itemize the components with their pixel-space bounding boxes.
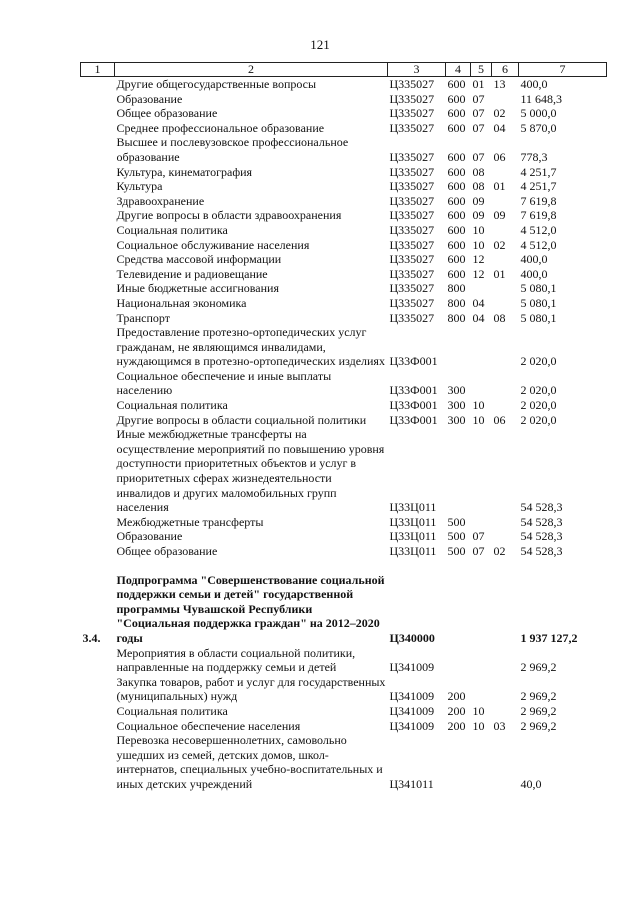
row-section: 500 xyxy=(447,544,466,558)
row-number xyxy=(81,544,115,559)
row-name: Социальное обеспечение населения xyxy=(116,718,301,733)
column-header: 3 xyxy=(388,63,446,77)
row-section: 600 xyxy=(447,149,466,164)
table-row xyxy=(81,194,607,209)
row-amount: 400,0 xyxy=(520,252,548,267)
row-subsection xyxy=(471,646,492,675)
row-name: Социальная политика xyxy=(116,222,228,237)
row-number xyxy=(81,281,115,296)
row-section: 300 xyxy=(447,383,466,398)
row-amount: 2 969,2 xyxy=(520,718,557,733)
row-name: Социальная политика xyxy=(116,703,228,718)
table-row xyxy=(81,121,607,136)
row-section xyxy=(446,325,471,369)
row-code: Ц33Ц011 xyxy=(389,529,437,544)
row-subsection: 10 xyxy=(472,412,485,427)
table-row xyxy=(81,106,607,121)
row-section: 200 xyxy=(447,703,466,718)
row-number xyxy=(81,77,115,92)
row-name: Здравоохранение xyxy=(116,193,205,208)
row-number xyxy=(81,208,115,223)
row-number xyxy=(81,529,115,544)
row-number: 3.4. xyxy=(82,630,101,645)
row-expense-type: 09 xyxy=(493,208,506,223)
row-amount: 4 512,0 xyxy=(520,237,557,252)
column-header: 2 xyxy=(115,63,388,77)
row-number xyxy=(81,135,115,164)
row-subsection: 09 xyxy=(472,193,485,208)
row-amount: 54 528,3 xyxy=(520,544,563,558)
row-number xyxy=(81,165,115,180)
row-name: Подпрограмма "Совершенствование социальной поддержки семьи и детей" государственной программы Чувашской Республики "Социальная поддержка граждан" на 2012–2020 годы xyxy=(116,572,385,645)
row-amount: 4 251,7 xyxy=(520,164,557,179)
row-subsection: 10 xyxy=(472,703,485,718)
row-number xyxy=(81,646,115,675)
row-subsection: 12 xyxy=(472,266,485,281)
row-subsection xyxy=(471,325,492,369)
row-section: 600 xyxy=(447,193,466,208)
table-row xyxy=(81,719,607,734)
row-expense-type xyxy=(492,704,519,719)
row-subsection: 08 xyxy=(472,164,485,179)
table-row xyxy=(81,238,607,253)
row-number xyxy=(81,238,115,253)
row-section: 600 xyxy=(447,237,466,252)
row-number xyxy=(81,92,115,107)
row-code: Ц335027 xyxy=(389,120,435,135)
row-expense-type xyxy=(492,675,519,704)
table-row xyxy=(81,529,607,544)
row-amount: 2 020,0 xyxy=(520,412,557,427)
row-expense-type xyxy=(492,369,519,398)
column-header: 7 xyxy=(519,63,607,77)
row-code: Ц341009 xyxy=(389,660,435,675)
table-row xyxy=(81,413,607,428)
row-amount: 2 969,2 xyxy=(520,660,557,675)
row-code: Ц335027 xyxy=(389,164,435,179)
page-number: 121 xyxy=(310,37,330,52)
row-section: 600 xyxy=(447,266,466,281)
row-section: 800 xyxy=(447,281,466,296)
table-row xyxy=(81,398,607,413)
row-name: Социальное обслуживание населения xyxy=(116,237,310,252)
column-header-row xyxy=(81,63,607,77)
row-subsection: 07 xyxy=(472,529,485,544)
row-amount: 11 648,3 xyxy=(520,91,563,106)
row-subsection xyxy=(471,427,492,515)
row-code: Ц33Ц011 xyxy=(389,500,437,515)
row-section: 800 xyxy=(447,295,466,310)
row-expense-type: 06 xyxy=(493,412,506,427)
row-subsection xyxy=(471,675,492,704)
row-number xyxy=(81,398,115,413)
row-name: Другие вопросы в области здравоохранения xyxy=(116,208,342,223)
row-subsection: 07 xyxy=(472,149,485,164)
row-name: Транспорт xyxy=(116,310,170,325)
row-expense-type xyxy=(492,92,519,107)
row-code: Ц335027 xyxy=(389,149,435,164)
row-subsection xyxy=(471,733,492,791)
row-expense-type: 03 xyxy=(493,718,506,733)
row-expense-type: 02 xyxy=(493,544,506,558)
row-name: Общее образование xyxy=(116,106,218,121)
row-number xyxy=(81,194,115,209)
row-code: Ц33Ф001 xyxy=(389,354,438,369)
row-section: 200 xyxy=(447,689,466,704)
row-code: Ц335027 xyxy=(389,295,435,310)
row-code: Ц335027 xyxy=(389,106,435,121)
row-expense-type xyxy=(492,515,519,530)
row-subsection: 07 xyxy=(472,544,485,558)
row-amount: 40,0 xyxy=(520,776,542,791)
row-code: Ц335027 xyxy=(389,179,435,194)
table-row xyxy=(81,675,607,704)
row-amount: 54 528,3 xyxy=(520,514,563,529)
row-section: 600 xyxy=(447,222,466,237)
table-row xyxy=(81,92,607,107)
row-code: Ц33Ц011 xyxy=(389,544,437,558)
row-name: Межбюджетные трансферты xyxy=(116,514,264,529)
row-section: 500 xyxy=(447,514,466,529)
row-subsection: 07 xyxy=(472,106,485,121)
row-amount: 54 528,3 xyxy=(520,529,563,544)
row-expense-type: 06 xyxy=(493,149,506,164)
row-amount: 7 619,8 xyxy=(520,193,557,208)
row-name: Социальная политика xyxy=(116,398,228,413)
row-number xyxy=(81,121,115,136)
row-number xyxy=(81,311,115,326)
row-subsection: 04 xyxy=(472,295,485,310)
table-row xyxy=(81,311,607,326)
row-amount: 5 080,1 xyxy=(520,281,557,296)
row-name: Высшее и послевузовское профессиональное образование xyxy=(116,135,349,164)
row-subsection: 10 xyxy=(472,398,485,413)
row-code: Ц335027 xyxy=(389,193,435,208)
row-expense-type xyxy=(492,296,519,311)
row-code: Ц341009 xyxy=(389,703,435,718)
table-row xyxy=(81,252,607,267)
row-name: Общее образование xyxy=(116,544,218,558)
row-expense-type xyxy=(492,223,519,238)
row-code: Ц341009 xyxy=(389,718,435,733)
row-amount: 5 000,0 xyxy=(520,106,557,121)
row-name: Средства массовой информации xyxy=(116,252,282,267)
row-expense-type xyxy=(492,573,519,646)
row-section xyxy=(446,646,471,675)
row-section: 600 xyxy=(447,179,466,194)
row-amount: 2 969,2 xyxy=(520,703,557,718)
row-number xyxy=(81,515,115,530)
row-subsection: 07 xyxy=(472,91,485,106)
row-expense-type: 13 xyxy=(493,77,506,91)
row-section: 600 xyxy=(447,106,466,121)
row-section: 300 xyxy=(447,398,466,413)
row-number xyxy=(81,223,115,238)
table-row xyxy=(81,369,607,398)
table-row xyxy=(81,704,607,719)
row-amount: 778,3 xyxy=(520,149,548,164)
row-code: Ц341011 xyxy=(389,776,434,791)
spacer-row xyxy=(81,559,607,573)
row-name: Иные бюджетные ассигнования xyxy=(116,281,279,296)
row-expense-type xyxy=(492,646,519,675)
row-amount: 2 020,0 xyxy=(520,354,557,369)
row-code: Ц33Ц011 xyxy=(389,514,437,529)
row-expense-type xyxy=(492,165,519,180)
section-header-row xyxy=(81,573,607,646)
row-number xyxy=(81,427,115,515)
row-number xyxy=(81,179,115,194)
row-expense-type: 08 xyxy=(493,310,506,325)
table-row xyxy=(81,544,607,559)
row-name: Образование xyxy=(116,91,183,106)
row-amount: 400,0 xyxy=(520,266,548,281)
row-expense-type xyxy=(492,733,519,791)
row-name: Закупка товаров, работ и услуг для государственных (муниципальных) нужд xyxy=(116,674,386,704)
row-subsection: 08 xyxy=(472,179,485,194)
row-name: Другие вопросы в области социальной политики xyxy=(116,412,367,427)
row-code: Ц335027 xyxy=(389,91,435,106)
row-section: 600 xyxy=(447,252,466,267)
row-code: Ц33Ф001 xyxy=(389,412,438,427)
row-code: Ц335027 xyxy=(389,252,435,267)
row-name: Мероприятия в области социальной политики, направленные на поддержку семьи и детей xyxy=(116,645,356,675)
row-amount: 2 969,2 xyxy=(520,689,557,704)
row-code: Ц335027 xyxy=(389,237,435,252)
row-expense-type xyxy=(492,427,519,515)
row-amount: 1 937 127,2 xyxy=(520,630,578,645)
row-amount: 5 080,1 xyxy=(520,310,557,325)
row-amount: 4 512,0 xyxy=(520,222,557,237)
row-expense-type: 01 xyxy=(493,179,506,194)
row-section xyxy=(446,427,471,515)
row-name: Образование xyxy=(116,529,183,544)
row-code: Ц33Ф001 xyxy=(389,398,438,413)
row-subsection: 12 xyxy=(472,252,485,267)
table-row xyxy=(81,135,607,164)
row-subsection xyxy=(471,573,492,646)
row-name: Национальная экономика xyxy=(116,295,247,310)
row-name: Другие общегосударственные вопросы xyxy=(116,77,317,91)
row-expense-type xyxy=(492,529,519,544)
column-header: 5 xyxy=(471,63,492,77)
table-row xyxy=(81,325,607,369)
row-amount: 400,0 xyxy=(520,77,548,91)
budget-table xyxy=(80,62,607,792)
row-number xyxy=(81,267,115,282)
table-row xyxy=(81,646,607,675)
row-amount: 2 020,0 xyxy=(520,383,557,398)
row-section xyxy=(446,573,471,646)
row-number xyxy=(81,106,115,121)
table-row xyxy=(81,77,607,92)
row-subsection xyxy=(471,369,492,398)
row-amount: 54 528,3 xyxy=(520,500,563,515)
row-section: 600 xyxy=(447,91,466,106)
row-section: 300 xyxy=(447,412,466,427)
row-subsection xyxy=(471,281,492,296)
row-number xyxy=(81,675,115,704)
row-name: Перевозка несовершеннолетних, самовольно ушедших из семей, детских домов, школ-интернатов, специальных учебно-воспитательных и иных детских учреждений xyxy=(116,733,383,791)
row-name: Иные межбюджетные трансферты на осуществление мероприятий по повышению уровня доступности приоритетных объектов и услуг в приоритетных сферах жизнедеятельности инвалидов и других маломобильных групп населения xyxy=(116,427,385,515)
row-expense-type: 04 xyxy=(493,120,506,135)
row-section: 500 xyxy=(447,529,466,544)
row-subsection: 10 xyxy=(472,237,485,252)
table-row xyxy=(81,427,607,515)
row-number xyxy=(81,252,115,267)
column-header: 6 xyxy=(492,63,519,77)
row-expense-type xyxy=(492,194,519,209)
table-row xyxy=(81,267,607,282)
row-section: 600 xyxy=(447,208,466,223)
row-expense-type: 01 xyxy=(493,266,506,281)
row-name: Социальное обеспечение и иные выплаты населению xyxy=(116,368,332,398)
row-section: 600 xyxy=(447,77,466,91)
table-row xyxy=(81,179,607,194)
row-code: Ц335027 xyxy=(389,310,435,325)
row-code: Ц335027 xyxy=(389,77,435,91)
row-number xyxy=(81,733,115,791)
row-expense-type xyxy=(492,252,519,267)
row-subsection: 07 xyxy=(472,120,485,135)
row-number xyxy=(81,719,115,734)
table-row xyxy=(81,165,607,180)
row-subsection xyxy=(471,515,492,530)
row-expense-type: 02 xyxy=(493,237,506,252)
row-code: Ц340000 xyxy=(389,630,435,645)
row-subsection: 10 xyxy=(472,718,485,733)
row-number xyxy=(81,325,115,369)
row-name: Телевидение и радиовещание xyxy=(116,266,268,281)
spacer-cell xyxy=(81,559,607,573)
row-section: 200 xyxy=(447,718,466,733)
row-code: Ц335027 xyxy=(389,208,435,223)
row-section: 600 xyxy=(447,164,466,179)
row-section: 800 xyxy=(447,310,466,325)
row-name: Предоставление протезно-ортопедических услуг гражданам, не являющимся инвалидами, нуждающимся в протезно-ортопедических изделиях xyxy=(116,325,385,369)
row-expense-type xyxy=(492,281,519,296)
row-amount: 4 251,7 xyxy=(520,179,557,194)
row-amount: 5 870,0 xyxy=(520,120,557,135)
table-row xyxy=(81,208,607,223)
row-section: 600 xyxy=(447,120,466,135)
row-amount: 7 619,8 xyxy=(520,208,557,223)
row-code: Ц335027 xyxy=(389,266,435,281)
table-row xyxy=(81,223,607,238)
table-row xyxy=(81,296,607,311)
row-code: Ц33Ф001 xyxy=(389,383,438,398)
row-name: Среднее профессиональное образование xyxy=(116,120,325,135)
row-number xyxy=(81,369,115,398)
table-row xyxy=(81,733,607,791)
row-amount: 2 020,0 xyxy=(520,398,557,413)
row-expense-type xyxy=(492,398,519,413)
row-code: Ц335027 xyxy=(389,222,435,237)
table-row xyxy=(81,515,607,530)
row-name: Культура, кинематография xyxy=(116,164,253,179)
table-row xyxy=(81,281,607,296)
table-body xyxy=(81,77,607,792)
row-section xyxy=(446,733,471,791)
row-subsection: 09 xyxy=(472,208,485,223)
column-header: 4 xyxy=(446,63,471,77)
column-header: 1 xyxy=(81,63,115,77)
row-expense-type xyxy=(492,325,519,369)
row-subsection: 04 xyxy=(472,310,485,325)
row-subsection: 10 xyxy=(472,222,485,237)
row-code: Ц335027 xyxy=(389,281,435,296)
row-number xyxy=(81,296,115,311)
row-amount: 5 080,1 xyxy=(520,295,557,310)
row-code: Ц341009 xyxy=(389,689,435,704)
row-number xyxy=(81,413,115,428)
row-expense-type: 02 xyxy=(493,106,506,121)
row-number xyxy=(81,704,115,719)
row-name: Культура xyxy=(116,179,163,194)
row-subsection: 01 xyxy=(472,77,485,91)
